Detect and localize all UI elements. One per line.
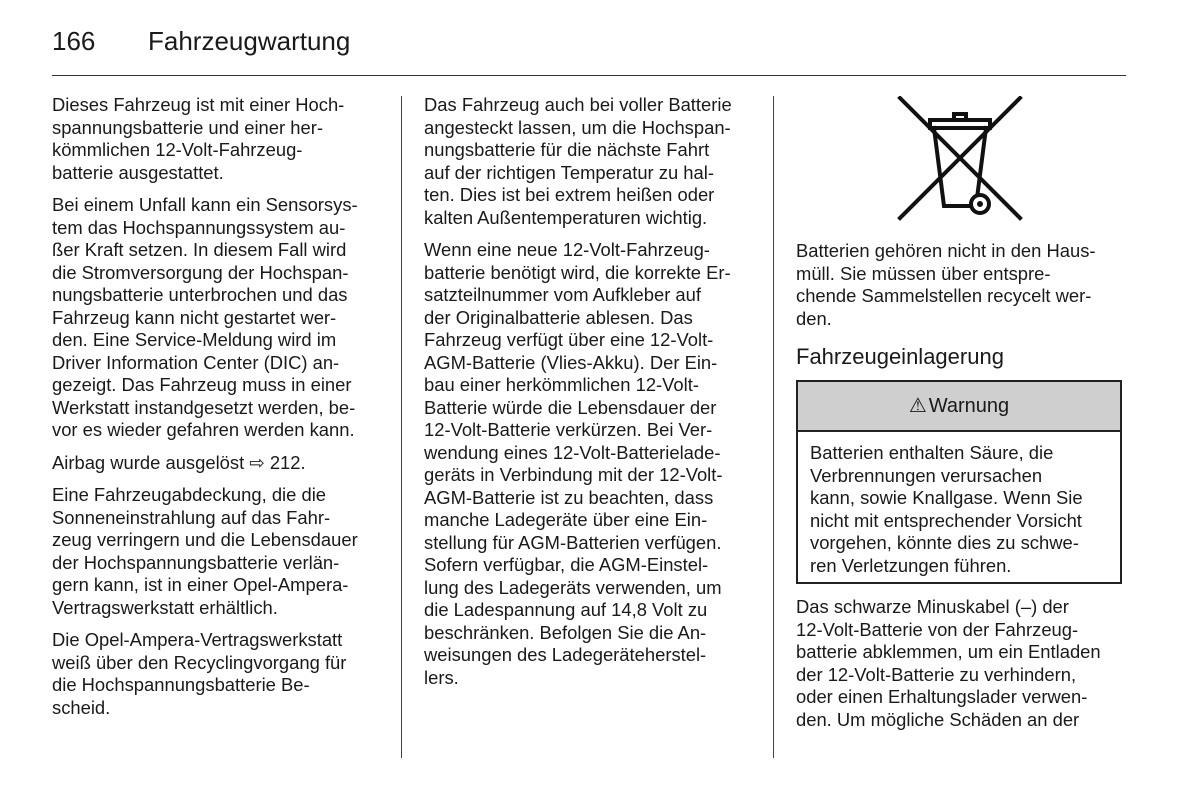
warning-triangle-icon: ⚠: [908, 394, 927, 417]
column-2: [424, 94, 760, 699]
body-paragraph: [52, 94, 382, 184]
text-line: der Originalbatterie ablesen. Das: [424, 306, 693, 328]
disposal-paragraph: Batterien gehören nicht in den Haus- müll. Sie müssen über entspre- chende Sammelstellen recycelt wer- den.: [796, 240, 1096, 329]
section-heading: Fahrzeugeinlagerung: [796, 344, 1004, 369]
column-3: [796, 94, 1126, 774]
text-line: den. Eine Service-Meldung wird im: [52, 329, 337, 350]
body-paragraph: [52, 452, 382, 475]
text-line: nungsbatterie für die nächste Fahrt: [424, 139, 710, 160]
text-line: batterie ausgestattet.: [52, 161, 224, 183]
text-line: bau einer herkömmlichen 12-Volt-: [424, 374, 699, 395]
text-line: stellung für AGM-Batterien verfügen.: [424, 531, 722, 553]
text-line: wendung eines 12-Volt-Batterielade-: [424, 441, 721, 463]
warning-box: [796, 380, 1122, 584]
text-line: AGM-Batterie (Vlies-Akku). Der Ein-: [424, 351, 718, 373]
text-line: lers.: [424, 666, 459, 688]
text-line: auf der richtigen Temperatur zu hal-: [424, 161, 714, 183]
page-header: [52, 24, 1126, 74]
text-line: die Stromversorgung der Hochspan-: [52, 261, 349, 283]
text-line: die Ladespannung auf 14,8 Volt zu: [424, 599, 708, 620]
text-line: kömmlichen 12-Volt-Fahrzeug-: [52, 139, 303, 160]
text-line: manche Ladegeräte über eine Ein-: [424, 509, 708, 530]
text-line: Wenn eine neue 12-Volt-Fahrzeug-: [424, 239, 710, 260]
warning-text: Batterien enthalten Säure, die Verbrennungen verursachen kann, sowie Knallgase. Wenn Sie nicht mit entsprechender Vorsicht vorgehen, könnte dies zu schwe- ren Verletzungen führen.: [810, 442, 1083, 576]
text-line: ten. Dies ist bei extrem heißen oder: [424, 184, 715, 205]
text-line: Vertragswerkstatt erhältlich.: [52, 596, 278, 618]
column-1: [52, 94, 382, 729]
text-line: der Hochspannungsbatterie verlän-: [52, 551, 340, 573]
text-line: 12-Volt-Batterie verkürzen. Bei Ver-: [424, 419, 713, 440]
text-line: vor es wieder gefahren werden kann.: [52, 419, 355, 440]
text-line: Airbag wurde ausgelöst ⇨ 212.: [52, 451, 306, 473]
text-line: scheid.: [52, 696, 111, 718]
page-number: 166: [52, 26, 96, 56]
body-paragraph: [424, 239, 760, 689]
text-line: batterie benötigt wird, die korrekte Er-: [424, 261, 731, 283]
text-line: Das Fahrzeug auch bei voller Batterie: [424, 94, 732, 115]
text-line: tem das Hochspannungssystem au-: [52, 216, 346, 238]
header-rule: [52, 75, 1126, 76]
text-line: Driver Information Center (DIC) an-: [52, 351, 340, 373]
text-line: Werkstatt instandgesetzt werden, be-: [52, 396, 356, 418]
text-line: Sofern verfügbar, die AGM-Einstel-: [424, 554, 709, 575]
text-line: gezeigt. Das Fahrzeug muss in einer: [52, 374, 352, 395]
text-line: Bei einem Unfall kann ein Sensorsys-: [52, 194, 358, 215]
body-paragraph: [52, 629, 382, 719]
text-line: weiß über den Recyclingvorgang für: [52, 651, 347, 673]
column-divider-1: [401, 96, 402, 758]
text-line: die Hochspannungsbatterie Be-: [52, 674, 310, 695]
text-line: satzteilnummer vom Aufkleber auf: [424, 284, 701, 305]
text-line: lung des Ladegeräts verwenden, um: [424, 576, 722, 598]
text-line: geräts in Verbindung mit der 12-Volt-: [424, 464, 723, 485]
page-title: Fahrzeugwartung: [148, 26, 351, 56]
text-line: gern kann, ist in einer Opel-Ampera-: [52, 574, 349, 595]
text-line: Fahrzeug verfügt über eine 12-Volt-: [424, 329, 714, 350]
text-line: kalten Außentemperaturen wichtig.: [424, 206, 708, 228]
body-paragraph: [424, 94, 760, 229]
text-line: Fahrzeug kann nicht gestartet wer-: [52, 306, 337, 328]
text-line: spannungsbatterie und einer her-: [52, 116, 323, 138]
warning-header: [798, 382, 1120, 432]
column-divider-2: [773, 96, 774, 758]
body-paragraph: [52, 484, 382, 619]
text-line: Dieses Fahrzeug ist mit einer Hoch-: [52, 94, 345, 115]
after-warning-paragraph: Das schwarze Minuskabel (–) der 12-Volt-Batterie von der Fahrzeug- batterie abklemmen, um ein Entladen der 12-Volt-Batterie zu verhindern, oder einen Erhaltungslader verwen- den. Um mögliche Schäden an der: [796, 596, 1101, 730]
body-paragraph: [52, 194, 382, 442]
text-line: beschränken. Befolgen Sie die An-: [424, 621, 707, 643]
text-line: ßer Kraft setzen. In diesem Fall wird: [52, 239, 347, 260]
text-line: nungsbatterie unterbrochen und das: [52, 284, 348, 305]
warning-title: Warnung: [928, 394, 1010, 417]
text-line: weisungen des Ladegeräteherstel-: [424, 644, 707, 665]
text-line: Batterie würde die Lebensdauer der: [424, 396, 717, 418]
text-line: angesteckt lassen, um die Hochspan-: [424, 116, 731, 138]
text-line: zeug verringern und die Lebensdauer: [52, 529, 358, 550]
crossed-out-wheelie-bin-icon: [896, 96, 1024, 222]
text-line: AGM-Batterie ist zu beachten, dass: [424, 486, 714, 508]
text-line: Eine Fahrzeugabdeckung, die die: [52, 484, 327, 505]
text-line: Sonneneinstrahlung auf das Fahr-: [52, 506, 331, 528]
text-line: Die Opel-Ampera-Vertragswerkstatt: [52, 629, 343, 650]
